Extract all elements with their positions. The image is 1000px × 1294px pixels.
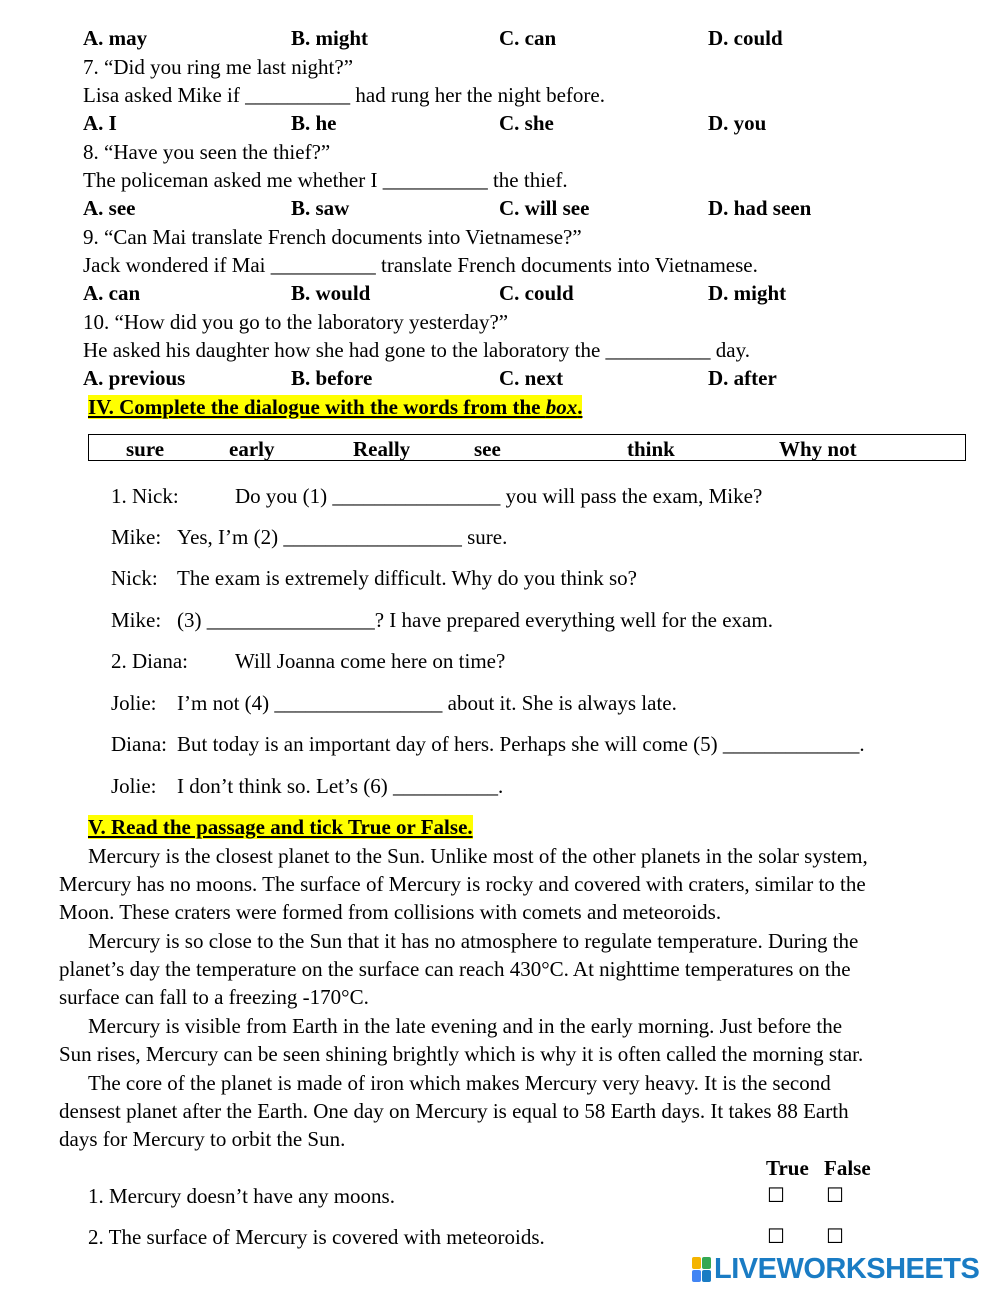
statement-1-true-checkbox[interactable]: ☐ — [767, 1183, 785, 1207]
passage-line: Mercury is visible from Earth in the late evening and in the early morning. Just before the — [88, 1014, 843, 1038]
liveworksheets-logo — [692, 1254, 979, 1284]
dialogue-speaker: Nick: — [111, 566, 158, 590]
q10-question: 10. “How did you go to the laboratory yesterday?” — [83, 310, 509, 334]
q9-option-c[interactable]: C. could — [499, 281, 574, 305]
word-box-item: Why not — [779, 437, 857, 461]
q8-option-c[interactable]: C. will see — [499, 196, 590, 220]
statement-2-false-checkbox[interactable]: ☐ — [826, 1224, 844, 1248]
dialogue-line[interactable]: I’m not (4) ________________ about it. She is always late. — [177, 691, 677, 715]
q9-option-b[interactable]: B. would — [291, 281, 371, 305]
dialogue-speaker: Diana: — [111, 732, 167, 756]
passage-line: surface can fall to a freezing -170°C. — [59, 985, 369, 1009]
q6-option-b[interactable]: B. might — [291, 26, 369, 50]
passage-line: Sun rises, Mercury can be seen shining brightly which is why it is often called the morning star. — [59, 1042, 864, 1066]
passage-line: Moon. These craters were formed from collisions with comets and meteoroids. — [59, 900, 722, 924]
section5-heading: V. Read the passage and tick True or False. — [88, 815, 473, 839]
q6-option-d[interactable]: D. could — [708, 26, 783, 50]
dialogue-line[interactable]: I don’t think so. Let’s (6) __________. — [177, 774, 504, 798]
statement-1: 1. Mercury doesn’t have any moons. — [88, 1184, 395, 1208]
word-box-item: Really — [353, 437, 411, 461]
q8-option-d[interactable]: D. had seen — [708, 196, 812, 220]
section4-heading-box: box — [545, 395, 578, 419]
section4-heading: IV. Complete the dialogue with the words from the box. — [88, 395, 583, 419]
q9-question: 9. “Can Mai translate French documents into Vietnamese?” — [83, 225, 582, 249]
q10-option-a[interactable]: A. previous — [83, 366, 186, 390]
dialogue-speaker: Mike: — [111, 608, 162, 632]
passage-line: densest planet after the Earth. One day on Mercury is equal to 58 Earth days. It takes 88 Earth — [59, 1099, 849, 1123]
dialogue-line[interactable]: Do you (1) ________________ you will pass the exam, Mike? — [235, 484, 763, 508]
q10-option-d[interactable]: D. after — [708, 366, 777, 390]
q9-option-d[interactable]: D. might — [708, 281, 787, 305]
q6-option-c[interactable]: C. can — [499, 26, 557, 50]
statement-2: 2. The surface of Mercury is covered with meteoroids. — [88, 1225, 545, 1249]
passage-line: Mercury has no moons. The surface of Mercury is rocky and covered with craters, similar to the — [59, 872, 866, 896]
passage-line: The core of the planet is made of iron which makes Mercury very heavy. It is the second — [88, 1071, 831, 1095]
dialogue-speaker: Mike: — [111, 525, 162, 549]
q7-option-c[interactable]: C. she — [499, 111, 554, 135]
q7-option-a[interactable]: A. I — [83, 111, 117, 135]
q8-option-b[interactable]: B. saw — [291, 196, 350, 220]
dialogue-line[interactable]: (3) ________________? I have prepared everything well for the exam. — [177, 608, 773, 632]
passage-line: planet’s day the temperature on the surface can reach 430°C. At nighttime temperatures on the — [59, 957, 851, 981]
statement-1-false-checkbox[interactable]: ☐ — [826, 1183, 844, 1207]
q7-option-b[interactable]: B. he — [291, 111, 337, 135]
q8-question: 8. “Have you seen the thief?” — [83, 140, 331, 164]
q6-option-a[interactable]: A. may — [83, 26, 148, 50]
passage-line: Mercury is so close to the Sun that it has no atmosphere to regulate temperature. During the — [88, 929, 859, 953]
dialogue-line[interactable]: Yes, I’m (2) _________________ sure. — [177, 525, 508, 549]
q10-sentence: He asked his daughter how she had gone to the laboratory the __________ day. — [83, 338, 750, 362]
liveworksheets-logo-text: LIVEWORKSHEETS — [714, 1253, 980, 1285]
statement-2-true-checkbox[interactable]: ☐ — [767, 1224, 785, 1248]
passage-line: Mercury is the closest planet to the Sun. Unlike most of the other planets in the solar system, — [88, 844, 868, 868]
false-column-header: False — [824, 1156, 871, 1180]
word-box-item: think — [627, 437, 675, 461]
passage-line: days for Mercury to orbit the Sun. — [59, 1127, 346, 1151]
q10-option-c[interactable]: C. next — [499, 366, 564, 390]
q10-option-b[interactable]: B. before — [291, 366, 373, 390]
word-box — [88, 434, 966, 461]
dialogue-speaker: Jolie: — [111, 774, 157, 798]
dialogue-line: Will Joanna come here on time? — [235, 649, 506, 673]
q9-sentence: Jack wondered if Mai __________ translate French documents into Vietnamese. — [83, 253, 758, 277]
q7-question: 7. “Did you ring me last night?” — [83, 55, 354, 79]
q8-option-a[interactable]: A. see — [83, 196, 136, 220]
q7-sentence: Lisa asked Mike if __________ had rung her the night before. — [83, 83, 605, 107]
true-column-header: True — [766, 1156, 809, 1180]
dialogue-speaker: Jolie: — [111, 691, 157, 715]
q9-option-a[interactable]: A. can — [83, 281, 141, 305]
word-box-item: see — [474, 437, 501, 461]
dialogue-speaker: 2. Diana: — [111, 649, 188, 673]
liveworksheets-logo-icon — [692, 1257, 711, 1282]
q7-option-d[interactable]: D. you — [708, 111, 767, 135]
dialogue-speaker: 1. Nick: — [111, 484, 179, 508]
dialogue-line: The exam is extremely difficult. Why do you think so? — [177, 566, 637, 590]
dialogue-line[interactable]: But today is an important day of hers. Perhaps she will come (5) _____________. — [177, 732, 865, 756]
word-box-item: early — [229, 437, 275, 461]
word-box-item: sure — [126, 437, 165, 461]
q8-sentence: The policeman asked me whether I __________ the thief. — [83, 168, 568, 192]
